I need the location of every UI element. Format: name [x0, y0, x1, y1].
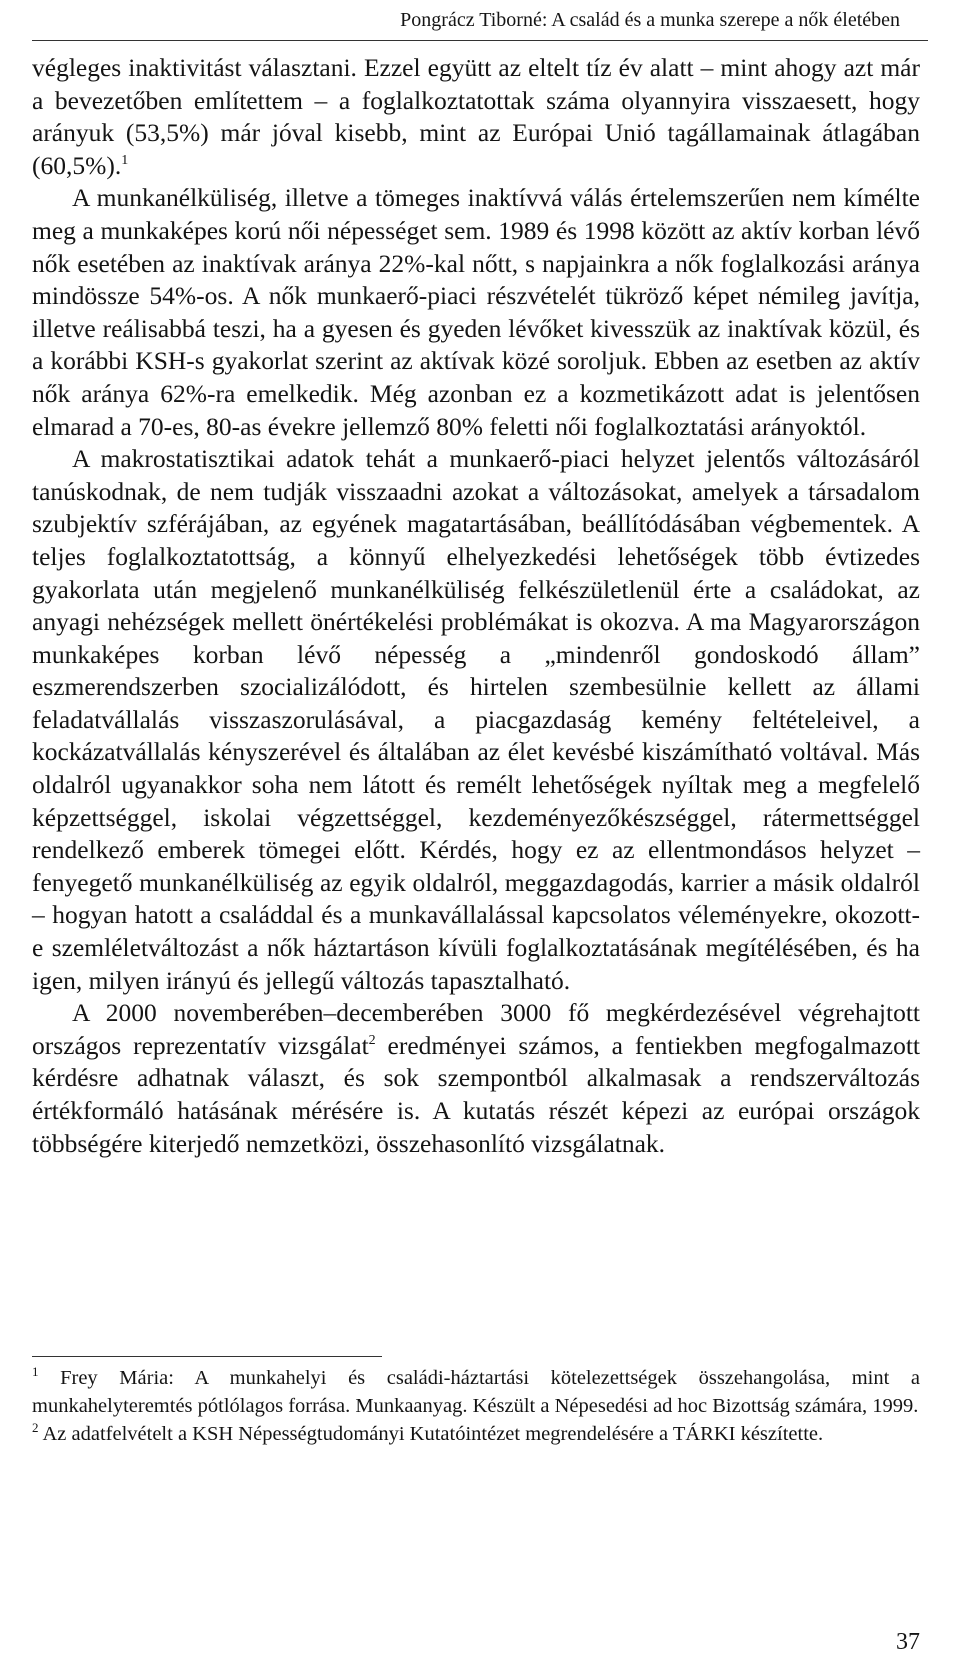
paragraph-1-text: végleges inaktivitást választani. Ezzel együtt az eltelt tíz év alatt – mint ahogy azt már a bevezetőben említettem – a foglalkoztatottak száma olyannyira visszaesett, hogy arányuk (53,5%) már jóval kisebb, mint az Európai Unió tagállamainak átlagában (60,5%).: [32, 53, 920, 180]
footnote-2-text: Az adatfelvételt a KSH Népességtudományi Kutatóintézet megrendelésére a TÁRKI készítette.: [42, 1423, 824, 1445]
paragraph-3: A makrostatisztikai adatok tehát a munkaerő-piaci helyzet jelentős változásáról tanúskodnak, de nem tudják visszaadni azokat a változásokat, amelyek a társadalom szubjektív szférájában, az egyének magatartásában, beállítódásában végbementek. A teljes foglalkoztatottság, a könnyű elhelyezkedési lehetőségek több évtizedes gyakorlata után megjelenő munkanélküliség felkészületlenül érte a családokat, az anyagi nehézségek mellett önértékelési problémákat is okozva. A ma Magyarországon munkaképes korban lévő népesség a „mindenről gondoskodó állam” eszmerendszerben szocializálódott, és hirtelen szembesülnie kellett az állami feladatvállalás visszaszorulásával, a piacgazdaság kemény feltételeivel, a kockázatvállalás kényszerével és általában az élet kevésbé kiszámítható voltával. Más oldalról ugyanakkor soha nem látott és remélt lehetőségek nyíltak meg a megfelelő képzettséggel, iskolai végzettséggel, kezdeményezőkészséggel, rátermettséggel rendelkező emberek tömegei előtt. Kérdés, hogy ez az ellentmondásos helyzet – fenyegető munkanélküliség az egyik oldalról, meggazdagodás, karrier a másik oldalról – hogyan hatott a családdal és a munkavállalással kapcsolatos véleményekre, okozott-e szemléletváltozást a nők háztartáson kívüli foglalkoztatásának megítélésében, és ha igen, milyen irányú és jellegű változás tapasztalható.: [32, 444, 920, 995]
footnote-1-number: 1: [32, 1364, 39, 1379]
footnote-2-number: 2: [32, 1420, 39, 1435]
header-divider: [32, 40, 928, 41]
footnote-1-text: Frey Mária: A munkahelyi és családi-háztartási kötelezettségek összehangolása, mint a munkahelyteremtés pótlólagos forrása. Munkaanyag. Készült a Népesedési ad hoc Bizottság számára, 1999.: [32, 1367, 920, 1417]
main-text: [32, 52, 920, 1160]
page-number: 37: [896, 1629, 920, 1655]
paragraph-4-text-a: A 2000 novemberében–decemberében 3000 fő megkérdezésével végrehajtott országos reprezentatív vizsgálat: [32, 998, 920, 1060]
running-header: Pongrácz Tiborné: A család és a munka szerepe a nők életében: [400, 9, 900, 31]
footnote-divider: [32, 1356, 382, 1357]
footnote-ref-1: 1: [121, 152, 129, 168]
footnotes: [32, 1364, 920, 1448]
footnote-2: [32, 1420, 920, 1448]
paragraph-4-text-b: eredményei számos, a fentiekben megfogalmazott kérdésre adhatnak választ, és sok szempontból alkalmasak a rendszerváltozás értékformáló hatásának mérésére is. A kutatás részét képezi az európai országok többségére kiterjedő nemzetközi, összehasonlító vizsgálatnak.: [32, 1030, 921, 1158]
paragraph-4: [32, 997, 920, 1160]
paragraph-1: [32, 52, 920, 182]
paragraph-2: A munkanélküliség, illetve a tömeges inaktívvá válás értelemszerűen nem kímélte meg a munkaképes korú női népességet sem. 1989 és 1998 között az aktív korban lévő nők esetében az inaktívak aránya 22%-kal nőtt, s napjainkra a nők foglalkozási aránya mindössze 54%-os. A nők munkaerő-piaci részvételét tükröző képet némileg javítja, illetve reálisabbá teszi, ha a gyesen és gyeden lévőket kivesszük az inaktívak közül, és a korábbi KSH-s gyakorlat szerint az aktívak közé soroljuk. Ebben az esetben az aktív nők aránya 62%-ra emelkedik. Még azonban ez a kozmetikázott adat is jelentősen elmarad a 70-es, 80-as évekre jellemző 80% feletti női foglalkoztatási arányoktól.: [32, 183, 920, 441]
footnote-ref-2: 2: [368, 1032, 376, 1048]
footnote-1: [32, 1364, 920, 1420]
